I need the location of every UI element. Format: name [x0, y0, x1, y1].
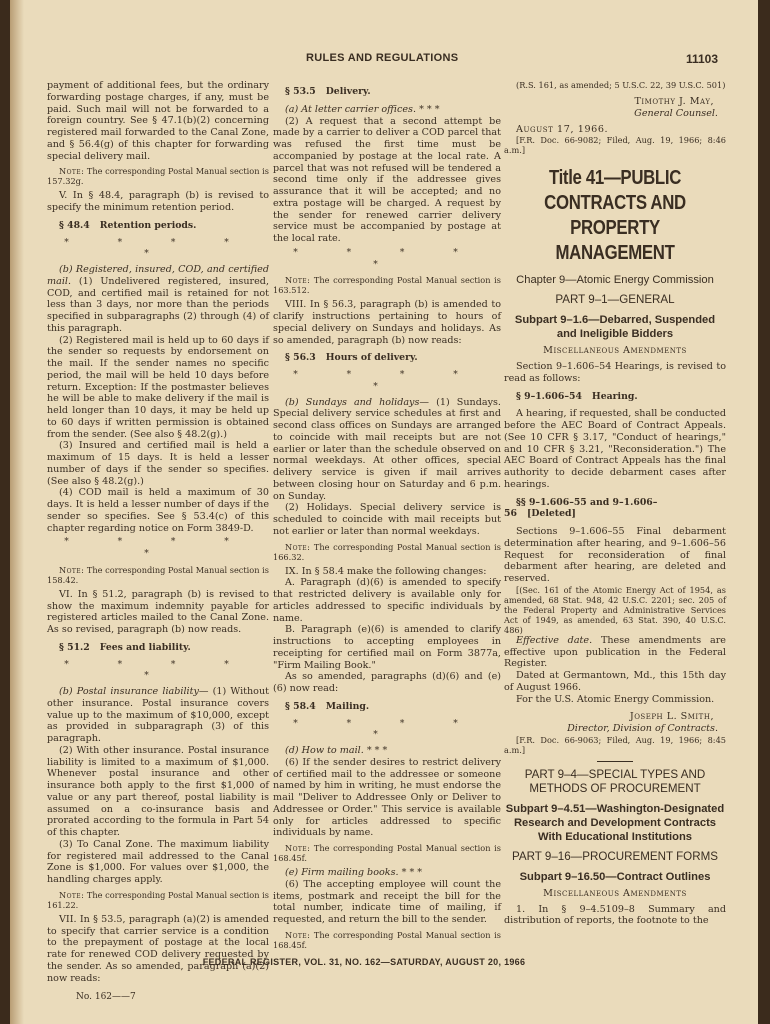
document-page: [10, 0, 758, 1024]
paragraph-text: B. Paragraph (e)(6) is amended to clarify instructions to accepting employees in receipting for certified mail on Form 3877a, "Firm Mailing Book.": [273, 624, 501, 671]
citation: [F.R. Doc. 66-9082; Filed, Aug. 19, 1966; 8:46 a.m.]: [504, 135, 726, 156]
citation: (R.S. 161, as amended; 5 U.S.C. 22, 39 U.S.C. 501): [516, 80, 726, 90]
note-text: The corresponding Postal Manual section is 163.512.: [273, 275, 501, 296]
paragraph-text: These amendments are effective upon publication in the Federal Register.: [504, 634, 726, 670]
paragraph: [273, 116, 501, 245]
issue-number: No. 162——7: [76, 992, 136, 1002]
paragraph: [273, 745, 501, 757]
note-text: The corresponding Postal Manual section is 168.45f.: [273, 843, 501, 863]
paragraph-text: A. Paragraph (d)(6) is amended to specify that restricted delivery is available only for articles addressed to specific individuals by name.: [273, 577, 501, 624]
paragraph-lead: Effective date.: [516, 634, 593, 646]
paragraph-text: (2) Holidays. Special delivery service is scheduled to coincide with mail receipts but not earlier or later than normal weekdays.: [273, 502, 501, 537]
paragraph: [504, 408, 726, 490]
signature-title: General Counsel.: [634, 107, 718, 119]
note-label: Note:: [285, 929, 311, 940]
manual-note: [47, 890, 269, 910]
paragraph-lead: (b) Sundays and holidays—: [285, 396, 429, 408]
manual-note: [273, 542, 501, 562]
signature-name: Timothy J. May,: [634, 96, 714, 107]
manual-note: [47, 166, 269, 186]
section-number: § 51.2: [59, 641, 90, 653]
section-heading: [504, 391, 726, 403]
title-heading: Title 41—PUBLIC CONTRACTS AND PROPERTY MANAGEMENT: [544, 166, 686, 265]
part-heading: PART 9–16—PROCUREMENT FORMS: [512, 849, 718, 863]
paragraph-text: For the U.S. Atomic Energy Commission.: [516, 693, 715, 705]
manual-note: [273, 275, 501, 295]
section-heading: [504, 497, 726, 521]
paragraph: [273, 299, 501, 346]
paragraph: [47, 589, 269, 636]
note-label: Note:: [59, 889, 85, 900]
running-title: RULES AND REGULATIONS: [306, 52, 459, 64]
signature-title: Director, Division of Contracts.: [567, 723, 718, 734]
paragraph-text: (2) A request that a second attempt be made by a carrier to deliver a COD parcel that was refused the first time must be accompanied by postage at the local rate. A parcel that was not refused will be tendered a second time only if the addressee gives assurance that it will be accepted; and no extra postage will be charged. A request by the sender for renewed carrier delivery service must be accompanied by postage at the local rate.: [273, 115, 501, 244]
paragraph-text: * * *: [401, 867, 423, 878]
paragraph-text: Dated at Germantown, Md., this 15th day of August 1966.: [504, 670, 726, 693]
paragraph-text: Section 9–1.606–54 Hearings, is revised to read as follows:: [504, 361, 726, 384]
paragraph: [273, 502, 501, 537]
paragraph: [47, 190, 269, 214]
note-label: Note:: [285, 843, 311, 853]
section-number: §§ 9–1.606–55 and 9–1.606–56: [504, 496, 658, 520]
paragraph: [504, 635, 726, 670]
paragraph: [47, 686, 269, 745]
chapter-heading: Chapter 9—Atomic Energy Commission: [516, 274, 714, 287]
note-text: The corresponding Postal Manual section is 166.32.: [273, 541, 501, 562]
paragraph-text: VII. In § 53.5, paragraph (a)(2) is amended to specify that carrier service is a condition to the prepayment of postage at the local rate for renewed COD delivery requested by the sender. As so amended, paragraph (a)(2) now reads:: [47, 913, 269, 984]
paragraph: [273, 566, 501, 578]
paragraph-text: 1. In § 9–4.5109–8 Summary and distribution of reports, the footnote to the: [504, 903, 726, 927]
subpart-heading: Subpart 9–4.51—Washington-Designated Research and Development Contracts With Educational Institutions: [505, 802, 725, 843]
section-title: Hours of delivery.: [325, 352, 418, 364]
section-number: § 9–1.606–54: [516, 390, 582, 402]
note-label: Note:: [59, 564, 85, 575]
column-left: [47, 80, 269, 984]
page-header: [10, 52, 758, 66]
paragraph-text: VIII. In § 56.3, paragraph (b) is amended to clarify instructions pertaining to hours of special delivery on Sundays and holidays. As so amended, paragraph (b) now reads:: [273, 299, 501, 346]
note-text: The corresponding Postal Manual section is 161.22.: [47, 889, 269, 910]
paragraph-text: (1) Sundays. Special delivery service schedules at first and second class offices on Sundays are arranged to coincide with mail receipts but are not earlier or later than the schedule observed on normal weekdays. At other offices, special delivery service is given if mail arrives between closing hour on Saturday and 6 p.m. on Sunday.: [273, 396, 501, 502]
paragraph: [47, 440, 269, 487]
paragraph: [273, 879, 501, 926]
ellipsis-stars: * * * * *: [293, 247, 481, 270]
section-title: [Deleted]: [526, 508, 576, 520]
column-middle: [273, 80, 501, 954]
paragraph: [47, 839, 269, 886]
paragraph: [504, 670, 726, 694]
paragraph-lead: (d) How to mail.: [285, 745, 364, 756]
citation: [(Sec. 161 of the Atomic Energy Act of 1954, as amended, 68 Stat. 948, 42 U.S.C. 2201; sec. 205 of the Federal Property and Administrative Services Act of 1949, as amended, 63 Stat. 390, 40 U.S.C. 486): [504, 584, 726, 635]
ellipsis-stars: * * * * *: [64, 537, 252, 559]
ellipsis-stars: * * * * *: [64, 659, 252, 682]
section-title: Hearing.: [591, 390, 638, 402]
paragraph: [273, 624, 501, 671]
paragraph-text: V. In § 48.4, paragraph (b) is revised to specify the minimum retention period.: [47, 190, 269, 213]
section-number: § 56.3: [285, 352, 316, 364]
section-number: § 58.4: [285, 700, 316, 712]
paragraph: [504, 361, 726, 385]
paragraph-text: (3) To Canal Zone. The maximum liability for registered mail addressed to the Canal Zone is $1,000. For values over $1,000, the handling charges apply.: [47, 838, 269, 885]
section-number: § 48.4: [59, 219, 90, 231]
subpart-heading: Subpart 9–1.6—Debarred, Suspended and Ineligible Bidders: [514, 314, 716, 341]
note-label: Note:: [285, 275, 311, 286]
paragraph-text: IX. In § 58.4 make the following changes:: [285, 565, 487, 577]
paragraph-lead: (a) At letter carrier offices.: [285, 103, 417, 115]
paragraph: [273, 757, 501, 839]
part-heading: PART 9–4—SPECIAL TYPES AND METHODS OF PROCUREMENT: [524, 767, 706, 795]
paragraph: [47, 745, 269, 839]
section-heading: [273, 86, 501, 98]
paragraph-text: (1) Without other insurance. Postal insurance covers value up to the maximum of $10,000, except as provided in subparagraph (3) of this paragraph.: [47, 686, 269, 744]
note-label: Note:: [285, 541, 311, 552]
paragraph-text: (2) Registered mail is held up to 60 days if the sender so requests by endorsement on the mail. If the sender names no specific period, the mail will be held 10 days before return. Exception: If the postmaster believes he will be able to make delivery if the mail is held longer than 10 days, it may be held up to 60 days if written permission is obtained from the sender. (See also § 48.2(g).): [47, 334, 269, 440]
section-heading: [47, 642, 269, 654]
paragraph: [273, 671, 501, 695]
section-title: Retention periods.: [99, 219, 197, 231]
paragraph: [504, 694, 726, 706]
paragraph-text: A hearing, if requested, shall be conducted before the AEC Board of Contract Appeals. (See 10 CFR § 3.17, "Conduct of hearings," and 10 CFR § 3.21, "Reconsideration.") The AEC Board of Contract Appeals has the final authority to decide debarment cases after hearings.: [504, 408, 726, 490]
manual-note: [273, 930, 501, 950]
manual-note: [47, 565, 269, 585]
divider: [597, 761, 633, 762]
ellipsis-stars: * * * * *: [293, 718, 481, 741]
footer-text: FEDERAL REGISTER, VOL. 31, NO. 162—SATURDAY, AUGUST 20, 1966: [202, 957, 526, 967]
paragraph-text: As so amended, paragraphs (d)(6) and (e)(6) now read:: [273, 671, 501, 694]
paragraph: [47, 335, 269, 441]
section-heading: [273, 352, 501, 364]
signature-name: Joseph L. Smith,: [629, 711, 714, 723]
misc-amendments-heading: Miscellaneous Amendments: [543, 345, 687, 357]
page-number: 11103: [685, 52, 718, 66]
paragraph: [504, 526, 726, 585]
paragraph: payment of additional fees, but the ordinary forwarding postage charges, if any, must be paid. Such mail will not be forwarded to a foreign country. See § 47.1(b)(2) concerning registered mail forwarded to the Canal Zone, and § 56.4(g) of this chapter for forwarding special delivery mail.: [47, 80, 269, 162]
page-footer: [10, 957, 758, 967]
paragraph-text: (4) COD mail is held a maximum of 30 days. It is held a lesser number of days if the sender so specifies. See § 53.4(c) of this chapter regarding notice on Form 3849-D.: [47, 487, 269, 534]
paragraph: [273, 397, 501, 503]
note-text: The corresponding Postal Manual section is 158.42.: [47, 564, 269, 585]
section-heading: [47, 220, 269, 232]
paragraph-text: * * *: [366, 745, 388, 756]
paragraph: [47, 487, 269, 534]
paragraph-text: * * *: [419, 103, 440, 115]
section-heading: [273, 701, 501, 713]
paragraph-text: VI. In § 51.2, paragraph (b) is revised to show the maximum indemnity payable for registered articles mailed to the Canal Zone. As so revised, paragraph (b) now reads.: [47, 588, 269, 635]
part-heading: PART 9–1—GENERAL: [555, 293, 675, 307]
section-title: Mailing.: [325, 700, 370, 712]
page-spine-shadow: [10, 0, 24, 1024]
note-text: The corresponding Postal Manual section is 157.32g.: [47, 166, 269, 187]
paragraph: [47, 914, 269, 985]
paragraph-lead: (b) Postal insurance liability—: [59, 686, 209, 697]
date-line: August 17, 1966.: [516, 123, 609, 135]
paragraph: [273, 867, 501, 879]
paragraph: [504, 904, 726, 928]
paragraph-lead: (e) Firm mailing books.: [285, 867, 399, 878]
paragraph-text: (6) If the sender desires to restrict delivery of certified mail to the addressee or someone named by him in writing, he must endorse the mail "Deliver to Addressee Only or Deliver to Addressee or Order." This service is available only for articles addressed to specific individuals by name.: [273, 756, 501, 839]
paragraph: [47, 264, 269, 335]
paragraph-text: (1) Undelivered registered, insured, COD, and certified mail is retained for not less than 3 days, nor more than the periods specified in subparagraphs (2) through (4) of this paragraph.: [47, 275, 269, 334]
citation: [F.R. Doc. 66-9063; Filed, Aug. 19, 1966; 8:45 a.m.]: [504, 734, 726, 755]
ellipsis-stars: * * * * *: [64, 237, 252, 260]
paragraph: [273, 577, 501, 624]
note-label: Note:: [59, 166, 85, 177]
section-number: § 53.5: [285, 86, 316, 97]
paragraph-text: (3) Insured and certified mail is held a maximum of 15 days. It is held a lesser number of days if the sender so specifies. (See also § 48.2(g).): [47, 440, 269, 487]
manual-note: [273, 843, 501, 863]
paragraph-lead: (b) Registered, insured, COD, and certified mail.: [47, 264, 269, 287]
note-text: The corresponding Postal Manual section is 168.45f.: [273, 929, 501, 950]
paragraph-text: (6) The accepting employee will count the items, postmark and receipt the bill for the total number, indicate time of mailing, if requested, and return the bill to the sender.: [273, 878, 501, 925]
paragraph-text: Sections 9–1.606–55 Final debarment determination after hearing, and 9–1.606–56 Request for reconsideration of final debarment after hearing, are deleted and reserved.: [504, 526, 726, 584]
misc-amendments-heading: Miscellaneous Amendments: [543, 887, 687, 899]
ellipsis-stars: * * * * *: [293, 370, 481, 392]
column-right: [504, 80, 726, 927]
section-title: Delivery.: [325, 86, 371, 97]
paragraph: [273, 104, 501, 116]
subpart-heading: Subpart 9–16.50—Contract Outlines: [519, 870, 711, 883]
paragraph-text: (2) With other insurance. Postal insurance liability is limited to a maximum of $1,000. Whenever postal insurance and other insurance both apply to the first $1,000 of value or any part thereof, postal liability is assumed on a co-insurance basis and prorated according to the formula in Part 54 of this chapter.: [47, 744, 269, 838]
section-title: Fees and liability.: [99, 641, 191, 653]
